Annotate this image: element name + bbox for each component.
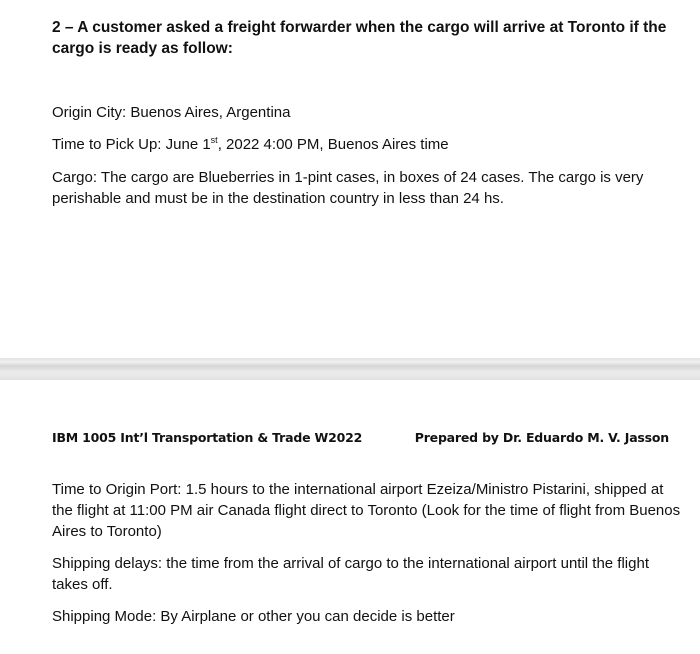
pickup-time xyxy=(52,134,672,155)
pickup-time-suffix: , 2022 4:00 PM, Buenos Aires time xyxy=(217,136,449,153)
shipping-delays-info: Shipping delays: the time from the arrival of cargo to the international airport until the flight takes off. xyxy=(52,555,649,593)
origin-city: Origin City: Buenos Aires, Argentina xyxy=(52,104,291,121)
cargo-description: Cargo: The cargo are Blueberries in 1-pint cases, in boxes of 24 cases. The cargo is very perishable and must be in the destination country in less than 24 hs. xyxy=(52,169,644,207)
shipping-mode-info: Shipping Mode: By Airplane or other you can decide is better xyxy=(52,608,455,625)
pickup-time-prefix: Time to Pick Up: June 1 xyxy=(52,136,211,153)
origin-port-info: Time to Origin Port: 1.5 hours to the international airport Ezeiza/Ministro Pistarini, shipped at the flight at 11:00 PM air Canada flight direct to Toronto (Look for the time of flight from Buenos Aires to Toronto) xyxy=(52,481,681,540)
pickup-time-ordinal: st xyxy=(210,135,218,145)
course-header: IBM 1005 Int’l Transportation & Trade W2022 xyxy=(52,430,363,445)
author-header: Prepared by Dr. Eduardo M. V. Jasson xyxy=(414,430,669,445)
page-break-divider xyxy=(0,358,700,380)
question-heading: 2 – A customer asked a freight forwarder when the cargo will arrive at Toronto if the cargo is ready as follow: xyxy=(52,19,667,57)
